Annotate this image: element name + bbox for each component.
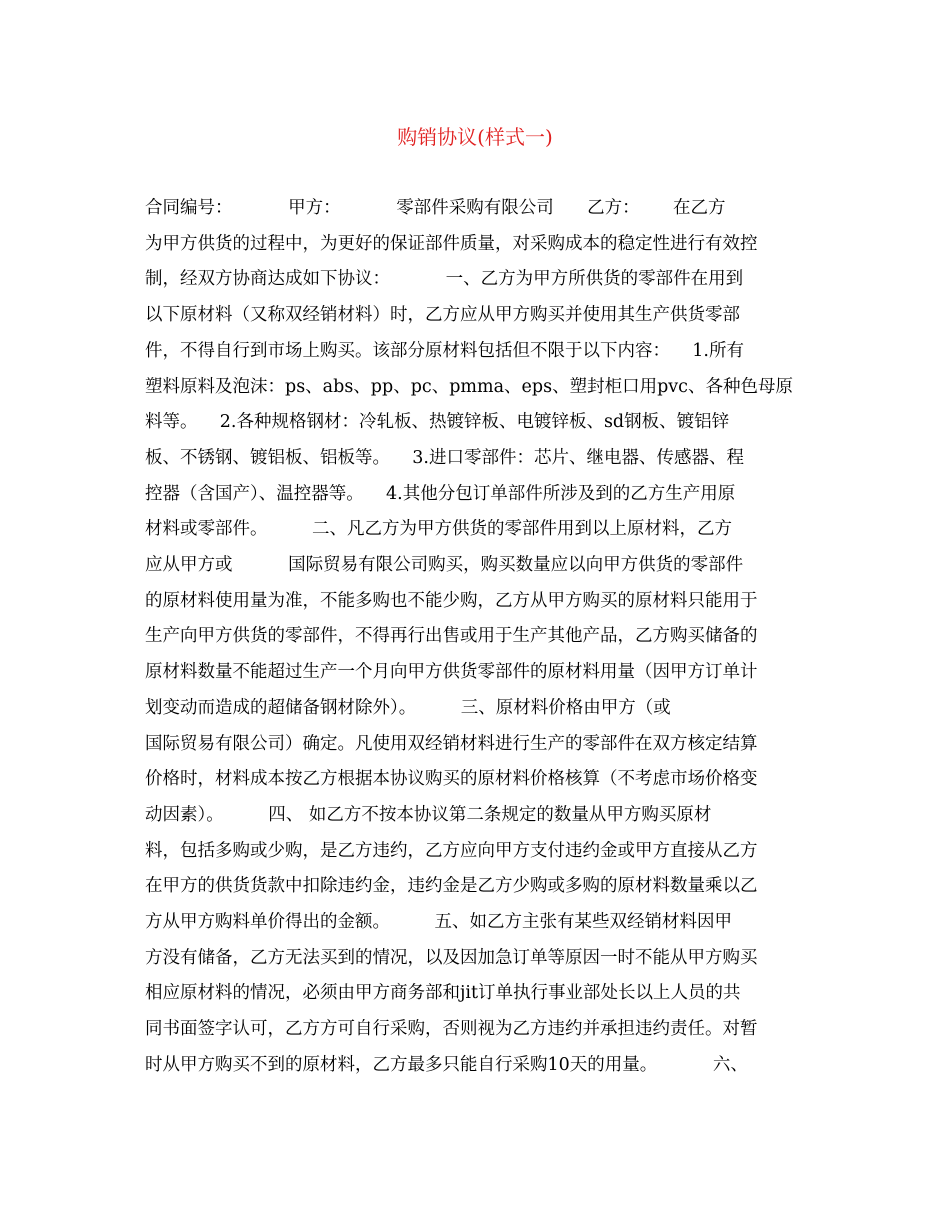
body-text-line: 在甲方的供货货款中扣除违约金，违约金是乙方少购或多购的原材料数量乘以乙 xyxy=(145,876,758,897)
body-text-line: 划变动而造成的超储备钢材除外）。 三、原材料价格由甲方（或 xyxy=(145,697,671,718)
body-text-line: 原材料数量不能超过生产一个月向甲方供货零部件的原材料用量（因甲方订单计 xyxy=(145,662,758,683)
body-text-line: 应从甲方或 国际贸易有限公司购买，购买数量应以向甲方供货的零部件 xyxy=(145,555,744,575)
body-text-line: 控器（含国产）、温控器等。 4.其他分包订单部件所涉及到的乙方生产用原 xyxy=(145,483,736,504)
body-text-line: 生产向甲方供货的零部件，不得再行出售或用于生产其他产品，乙方购买储备的 xyxy=(145,626,758,647)
body-text-line: 的原材料使用量为准，不能多购也不能少购，乙方从甲方购买的原材料只能用于 xyxy=(145,590,758,611)
body-text-line: 国际贸易有限公司）确定。凡使用双经销材料进行生产的零部件在双方核定结算 xyxy=(145,733,758,754)
body-text-line: 料等。 2.各种规格钢材：冷轧板、热镀锌板、电镀锌板、sd钢板、镀铝锌 xyxy=(145,412,730,433)
body-text-line: 同书面签字认可，乙方方可自行采购，否则视为乙方违约并承担违约责任。对暂 xyxy=(145,1019,758,1040)
body-text-line: 方从甲方购料单价得出的金额。 五、如乙方主张有某些双经销材料因甲 xyxy=(145,912,732,932)
body-text-line: 以下原材料（又称双经销材料）时，乙方应从甲方购买并使用其生产供货零部 xyxy=(145,305,740,326)
body-text-line: 制，经双方协商达成如下协议： 一、乙方为甲方所供货的零部件在用到 xyxy=(145,269,744,290)
body-text-line: 料，包括多购或少购，是乙方违约，乙方应向甲方支付违约金或甲方直接从乙方 xyxy=(145,840,758,861)
body-text-line: 时从甲方购买不到的原材料，乙方最多只能自行采购10天的用量。 六、 xyxy=(145,1054,748,1075)
body-text-line: 动因素）。 四、 如乙方不按本协议第二条规定的数量从甲方购买原材 xyxy=(145,804,712,825)
body-text-line: 材料或零部件。 二、凡乙方为甲方供货的零部件用到以上原材料，乙方 xyxy=(145,519,732,540)
document-title: 购销协议(样式一) xyxy=(397,125,553,149)
body-text-line: 相应原材料的情况，必须由甲方商务部和jit订单执行事业部处长以上人员的共 xyxy=(145,983,741,1004)
body-text-line: 为甲方供货的过程中，为更好的保证部件质量，对采购成本的稳定性进行有效控 xyxy=(145,233,758,254)
body-text-line: 板、不锈钢、镀铝板、铝板等。 3.进口零部件：芯片、继电器、传感器、程 xyxy=(145,447,744,468)
body-text-line: 价格时，材料成本按乙方根据本协议购买的原材料价格核算（不考虑市场价格变 xyxy=(145,769,758,790)
body-text-line: 方没有储备，乙方无法买到的情况，以及因加急订单等原因一时不能从甲方购买 xyxy=(145,947,758,968)
body-text-line: 塑料原料及泡沫：ps、abs、pp、pc、pmma、eps、塑封柜口用pvc、各种色母原 xyxy=(145,376,793,397)
body-text-line: 件，不得自行到市场上购买。该部分原材料包括但不限于以下内容： 1.所有 xyxy=(145,340,744,361)
body-text-line: 合同编号： 甲方： 零部件采购有限公司 乙方： 在乙方 xyxy=(145,198,726,218)
